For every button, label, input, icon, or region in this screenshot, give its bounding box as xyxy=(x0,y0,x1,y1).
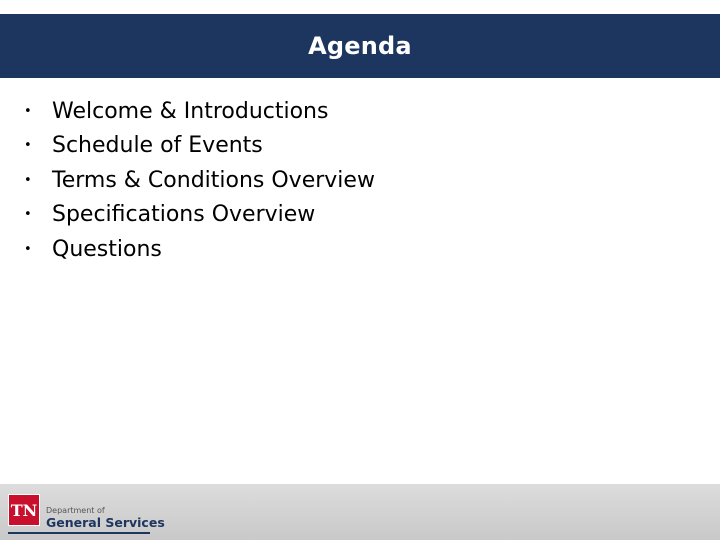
dept-line-2: General Services xyxy=(46,515,165,530)
agenda-item xyxy=(24,94,375,129)
agenda-item xyxy=(24,232,375,267)
agenda-list xyxy=(24,94,375,267)
bullet-icon: • xyxy=(24,207,32,223)
bullet-icon: • xyxy=(24,138,32,154)
agenda-item-label: Questions xyxy=(52,236,162,262)
bullet-icon: • xyxy=(24,103,32,119)
footer-logo-rule xyxy=(8,532,150,534)
bullet-icon: • xyxy=(24,172,32,188)
bullet-icon: • xyxy=(24,241,32,257)
agenda-item-label: Terms & Conditions Overview xyxy=(52,167,375,193)
title-bar xyxy=(0,14,720,78)
agenda-item xyxy=(24,163,375,198)
agenda-item-label: Schedule of Events xyxy=(52,133,263,159)
department-logo-text xyxy=(46,507,165,530)
agenda-item-label: Welcome & Introductions xyxy=(52,98,329,124)
dept-line-1: Department of xyxy=(46,506,105,515)
tn-logo: TN xyxy=(8,494,40,526)
slide-title: Agenda xyxy=(308,32,412,60)
agenda-item xyxy=(24,198,375,233)
agenda-item xyxy=(24,129,375,164)
agenda-item-label: Specifications Overview xyxy=(52,202,316,228)
